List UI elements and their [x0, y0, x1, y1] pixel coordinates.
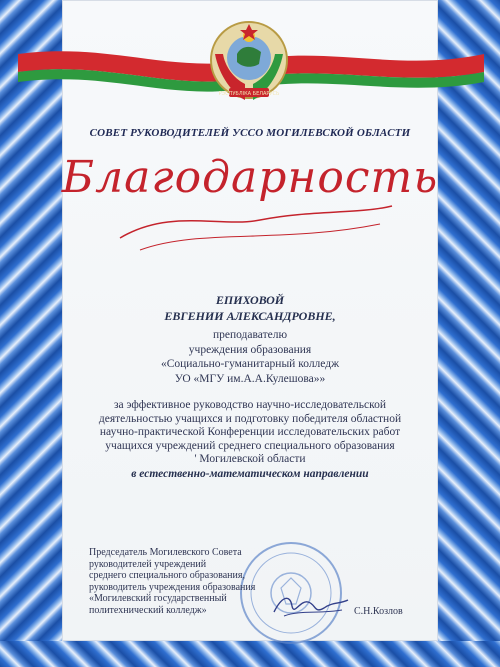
signer-line: руководитель учреждения образования	[89, 581, 256, 593]
award-reason	[0, 399, 500, 467]
reason-line: деятельностью учащихся и подготовку победителя областной	[98, 412, 402, 425]
recipient-surname: ЕПИХОВОЙ	[215, 293, 285, 307]
signer-line: Председатель Могилевского Совета	[89, 547, 242, 558]
emblem-caption: РЭСПУБЛІКА БЕЛАРУСЬ	[218, 91, 280, 97]
signer-line: «Могилевский государственный	[89, 593, 227, 605]
signer-name: С.Н.Козлов	[354, 606, 403, 617]
council-name: СОВЕТ РУКОВОДИТЕЛЕЙ УССО МОГИЛЕВСКОЙ ОБЛАСТИ	[89, 127, 411, 139]
signer-line: руководителей учреждений	[89, 558, 207, 570]
reason-line: научно-практической Конференции исследовательских работ	[99, 426, 401, 438]
signer-line: среднего специального образования,	[89, 570, 245, 582]
recipient-name	[0, 292, 500, 324]
reason-line: за эффективное руководство научно-исследовательской	[113, 399, 387, 411]
position-line: преподавателю	[212, 329, 288, 341]
position-line: «Социально-гуманитарный колледж	[160, 358, 340, 370]
signer-line: политехнический колледж»	[89, 604, 207, 616]
position-line: УО «МГУ им.А.А.Кулешова»»	[174, 372, 326, 385]
reason-line: учащихся учреждений среднего специального образования	[105, 439, 395, 452]
signer-title	[89, 547, 255, 617]
recipient-given-names: ЕВГЕНИИ АЛЕКСАНДРОВНЕ,	[164, 309, 336, 323]
award-direction: в естественно-математическом направлении	[131, 468, 369, 480]
title-swash-ornament	[110, 168, 400, 258]
belarus-emblem-icon	[205, 14, 293, 114]
recipient-position	[0, 328, 500, 386]
handwritten-signature	[270, 590, 352, 620]
document-title: Благодарность	[61, 152, 439, 203]
reason-line: ' Могилевской области	[194, 453, 306, 465]
position-line: учреждения образования	[188, 343, 312, 356]
